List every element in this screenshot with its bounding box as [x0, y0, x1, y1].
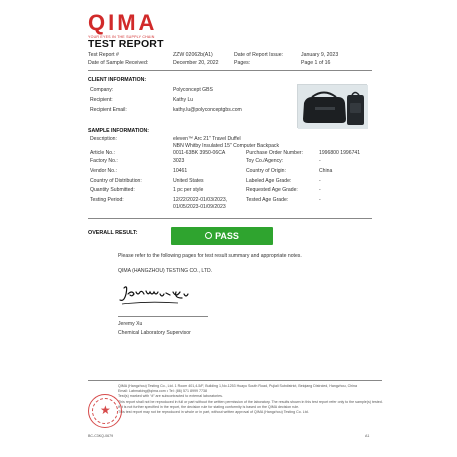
client-section-title: CLIENT INFORMATION:: [88, 77, 147, 83]
signer-title: Chemical Laboratory Supervisor: [118, 330, 191, 336]
tested-age-label: Tested Age Grade:: [246, 197, 289, 203]
seal-star: ★: [100, 403, 111, 417]
pages: Page 1 of 16: [301, 60, 331, 66]
brand-name: QIMA: [88, 10, 158, 35]
description-line-1: eleven™ Arc 21" Travel Duffel: [173, 136, 241, 142]
sample-section-title: SAMPLE INFORMATION:: [88, 128, 149, 134]
testing-label: Testing Period:: [90, 197, 124, 203]
report-no: ZZW 02062b(A1): [173, 52, 213, 58]
vendor-value: 10461: [173, 168, 188, 174]
overall-result-label: OVERALL RESULT:: [88, 230, 138, 236]
description-line-2: NBN Whitby Insulated 15" Computer Backpack: [173, 143, 279, 149]
doc-code: BC-C3KQ-0679: [88, 434, 114, 438]
issue-date: January 9, 2023: [301, 52, 339, 58]
header-divider: [88, 70, 372, 71]
factory-label: Factory No.:: [90, 158, 118, 164]
testing-line-2: 01/05/2023-01/09/2023: [173, 204, 226, 210]
pass-badge: [171, 227, 273, 245]
description-label: Description:: [90, 136, 117, 142]
footer-line-4: This report shall not be reproduced in full or part without the written permission of the laboratory. The results shown in this test report refer only to the sample(s) tested.: [118, 399, 383, 404]
qima-logo: [88, 10, 157, 39]
email-label: Recipient Email:: [90, 107, 127, 113]
star-seal-icon: [88, 394, 122, 428]
footer-line-5: If it is not further specified in the report, the decision rule for stating conformity is based on the QIMA decision rule.: [118, 404, 300, 409]
tested-age-value: -: [319, 197, 321, 203]
quantity-value: 1 pc per style: [173, 187, 204, 193]
requested-age-value: -: [319, 187, 321, 193]
factory-value: 3023: [173, 158, 185, 164]
purchase-order-value: 1996800 1996741: [319, 150, 361, 156]
footer-text: [118, 384, 398, 415]
company-value: Polyconcept GBS: [173, 87, 213, 93]
toy-agency-value: -: [319, 158, 321, 164]
page-code: A1: [365, 434, 370, 438]
pages-label: Pages:: [234, 60, 251, 66]
footer-line-6: This test report may not be reproduced in whole or in part, without written approval of QIMA (Hangzhou) Testing Co. Ltd.: [118, 410, 309, 415]
signer-name: Jeremy Xu: [118, 321, 143, 327]
footer-line-3: Test(s) marked with “#” are subcontracted to external laboratories.: [118, 394, 223, 399]
issue-date-label: Date of Report Issue:: [234, 52, 284, 58]
footer-line-1: QIMA (Hangzhou) Testing Co., Ltd. 1 Room 401,4-5/F, Building 1,No.1253 Huayu South Road, Pujiali Subdistrict, Beiqiang Distrcied, Hangzhou, China: [118, 384, 358, 388]
pass-check-icon: [205, 232, 212, 239]
date-received-label: Date of Sample Received:: [88, 60, 149, 66]
report-no-label: Test Report #: [88, 52, 119, 58]
article-label: Article No.:: [90, 150, 115, 156]
company-label: Company:: [90, 87, 114, 93]
distribution-value: United States: [173, 178, 204, 184]
requested-age-label: Requested Age Grade:: [246, 187, 298, 193]
header-row-2: [88, 60, 372, 68]
origin-label: Country of Origin:: [246, 168, 286, 174]
vendor-label: Vendor No.:: [90, 168, 117, 174]
recipient-value: Kathy Lu: [173, 97, 194, 103]
purchase-order-label: Purchase Order Number:: [246, 150, 303, 156]
date-received: December 20, 2022: [173, 60, 219, 66]
recipient-label: Recipient:: [90, 97, 113, 103]
footer-divider: [88, 380, 382, 381]
sample-divider: [88, 218, 372, 219]
signature-line: [118, 316, 208, 317]
origin-value: China: [319, 168, 333, 174]
quantity-label: Quantity Submitted:: [90, 187, 135, 193]
footer-line-2: Email: Labmaking@qima.com • Tel: (86) 571 8999 7738: [118, 389, 207, 394]
report-title: TEST REPORT: [88, 38, 164, 50]
email-value: kathy.lu@polyconceptgbs.com: [173, 107, 242, 113]
pass-text: PASS: [215, 231, 239, 241]
lab-name: QIMA (HANGZHOU) TESTING CO., LTD.: [118, 268, 213, 274]
distribution-label: Country of Distribution:: [90, 178, 142, 184]
labeled-age-label: Labeled Age Grade:: [246, 178, 292, 184]
refer-note: Please refer to the following pages for test result summary and appropriate notes.: [118, 253, 302, 259]
header-row-1: [88, 52, 372, 60]
brand-tagline: YOUR EYES IN THE SUPPLY CHAIN: [88, 35, 155, 39]
product-photo-icon: [297, 84, 367, 128]
testing-line-1: 12/22/2022-01/03/2023,: [173, 197, 228, 203]
toy-agency-label: Toy Co./Agency:: [246, 158, 284, 164]
signature-image: [118, 282, 198, 310]
product-photo-drawing: [298, 85, 368, 129]
article-value: 0011-63BK 3950-06CA: [173, 150, 226, 156]
labeled-age-value: -: [319, 178, 321, 184]
